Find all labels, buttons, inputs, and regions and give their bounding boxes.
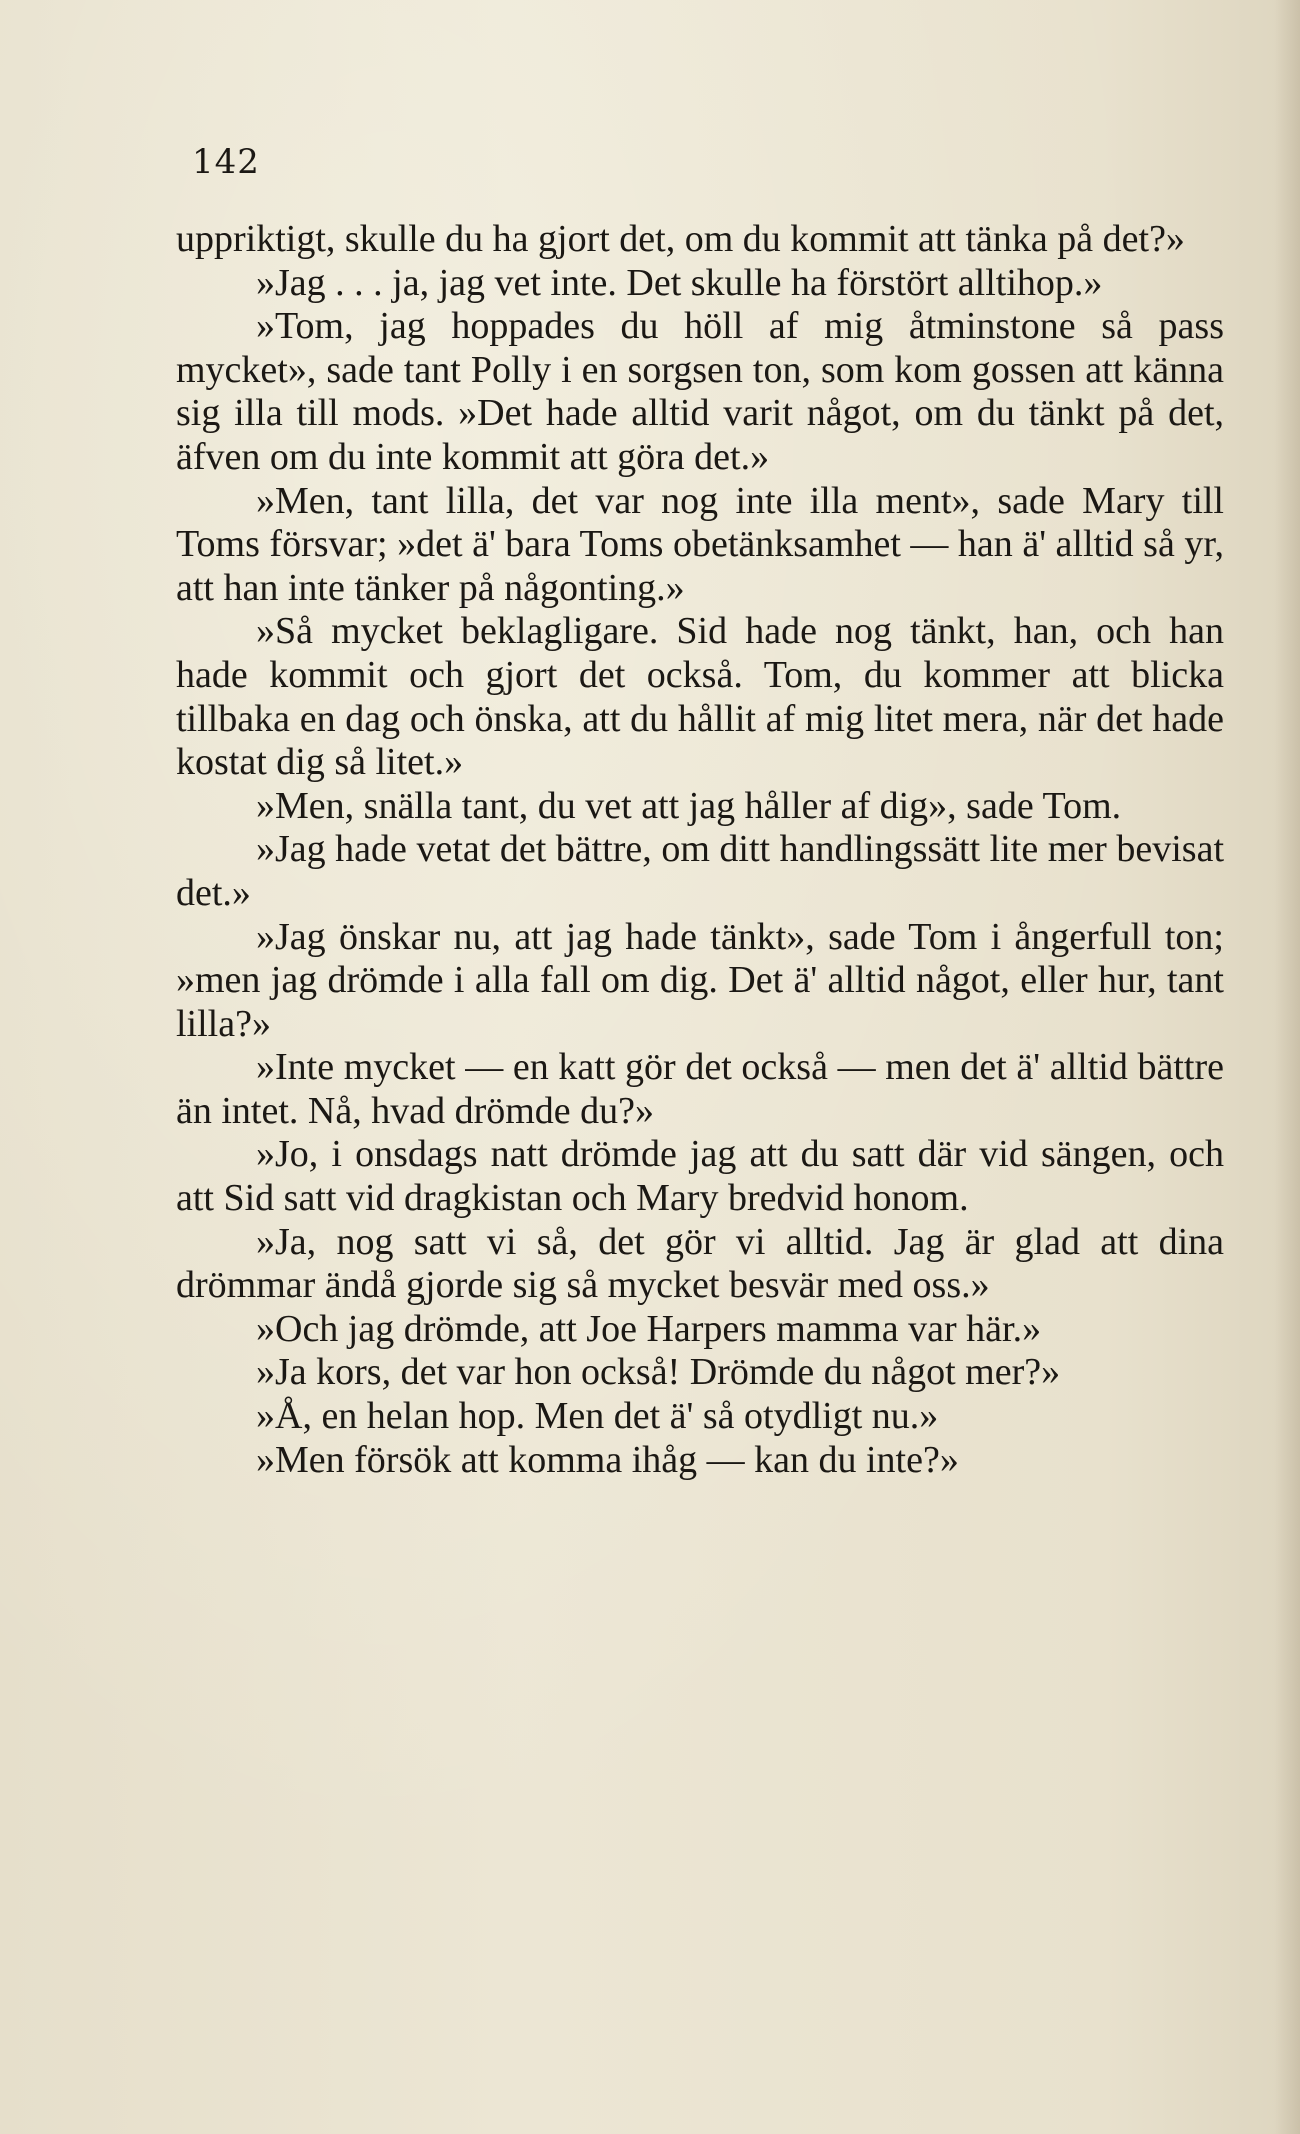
paragraph: »Jag hade vetat det bättre, om ditt handlingssätt lite mer bevisat det.» (176, 828, 1224, 914)
paragraph: »Ja kors, det var hon också! Drömde du något mer?» (256, 1351, 1061, 1394)
paragraph: »Men, snälla tant, du vet att jag håller af dig», sade Tom. (256, 784, 1122, 827)
page-number: 142 (192, 142, 260, 182)
paragraph: »Tom, jag hoppades du höll af mig åtminstone så pass mycket», sade tant Polly i en sorgsen ton, som kom gossen att känna sig illa till mods. »Det hade alltid varit något, om du tänkt på det, äfven om du inte kommit att göra det.» (176, 305, 1224, 478)
paragraph: »Så mycket beklagligare. Sid hade nog tänkt, han, och han hade kommit och gjort det också. Tom, du kommer att blicka tillbaka en dag och önska, att du hållit af mig litet mera, när det hade kostat dig så litet.» (176, 610, 1224, 784)
paragraph: »Men försök att komma ihåg — kan du inte?» (256, 1438, 959, 1481)
paragraph: »Jag önskar nu, att jag hade tänkt», sade Tom i ångerfull ton; »men jag drömde i alla fall om dig. Det ä' alltid något, eller hur, tant lilla?» (176, 915, 1224, 1045)
paragraph: »Och jag drömde, att Joe Harpers mamma var här.» (256, 1307, 1042, 1350)
paragraph: »Jo, i onsdags natt drömde jag att du satt där vid sängen, och att Sid satt vid dragkistan och Mary bredvid honom. (176, 1133, 1224, 1220)
body-text (176, 218, 1224, 1482)
paragraph: »Ja, nog satt vi så, det gör vi alltid. Jag är glad att dina drömmar ändå gjorde sig så mycket besvär med oss.» (176, 1220, 1224, 1307)
paragraph: uppriktigt, skulle du ha gjort det, om du kommit att tänka på det?» (176, 218, 1185, 260)
paragraph: »Jag . . . ja, jag vet inte. Det skulle ha förstört alltihop.» (256, 261, 1103, 304)
paragraph: »Å, en helan hop. Men det ä' så otydligt nu.» (256, 1395, 939, 1438)
page-edge-shadow (1274, 0, 1300, 2134)
paragraph: »Men, tant lilla, det var nog inte illa ment», sade Mary till Toms försvar; »det ä' bara Toms obetänksamhet — han ä' alltid så yr, att han inte tänker på någonting.» (176, 479, 1224, 609)
paragraph: »Inte mycket — en katt gör det också — men det ä' alltid bättre än intet. Nå, hvad drömde du?» (176, 1046, 1224, 1132)
